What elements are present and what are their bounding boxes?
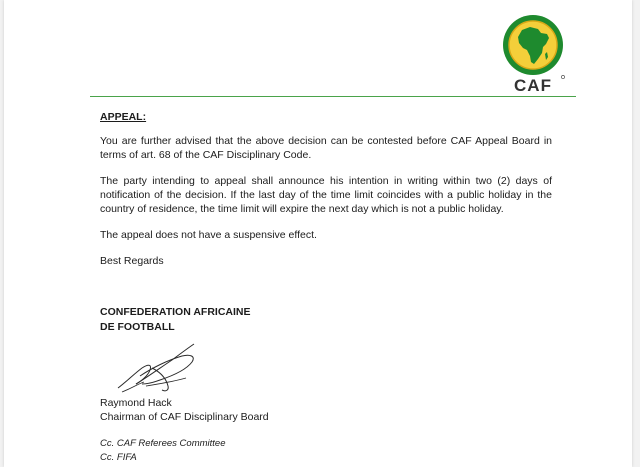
signer-block — [100, 396, 269, 424]
svg-text:CAF: CAF — [514, 76, 552, 94]
document-page — [4, 0, 632, 467]
appeal-paragraph: The appeal does not have a suspensive effect. — [100, 229, 317, 241]
caf-emblem-icon — [497, 14, 569, 94]
signer-title: Chairman of CAF Disciplinary Board — [100, 411, 269, 423]
cc-item: Cc. FIFA — [100, 451, 137, 463]
closing-salutation: Best Regards — [100, 255, 164, 267]
signer-name: Raymond Hack — [100, 397, 172, 409]
organization-line: CONFEDERATION AFRICAINE — [100, 306, 251, 318]
organization-name — [100, 305, 251, 334]
handwritten-signature — [112, 338, 202, 396]
header-divider — [90, 96, 576, 97]
cc-item: Cc. CAF Referees Committee — [100, 438, 226, 449]
cc-list — [100, 437, 225, 464]
caf-logo — [497, 14, 569, 94]
appeal-section — [100, 110, 552, 280]
appeal-paragraph: The party intending to appeal shall announce his intention in writing within two (2) days of notification of the decision. If the last day of the time limit coincides with a public holiday in the country of residence, the time limit will expire the next day which is not a public holiday. — [100, 175, 552, 215]
organization-line: DE FOOTBALL — [100, 320, 175, 333]
appeal-paragraph: You are further advised that the above decision can be contested before CAF Appeal Board in terms of art. 68 of the CAF Disciplinary Code. — [100, 135, 552, 161]
appeal-heading: APPEAL: — [100, 111, 147, 123]
